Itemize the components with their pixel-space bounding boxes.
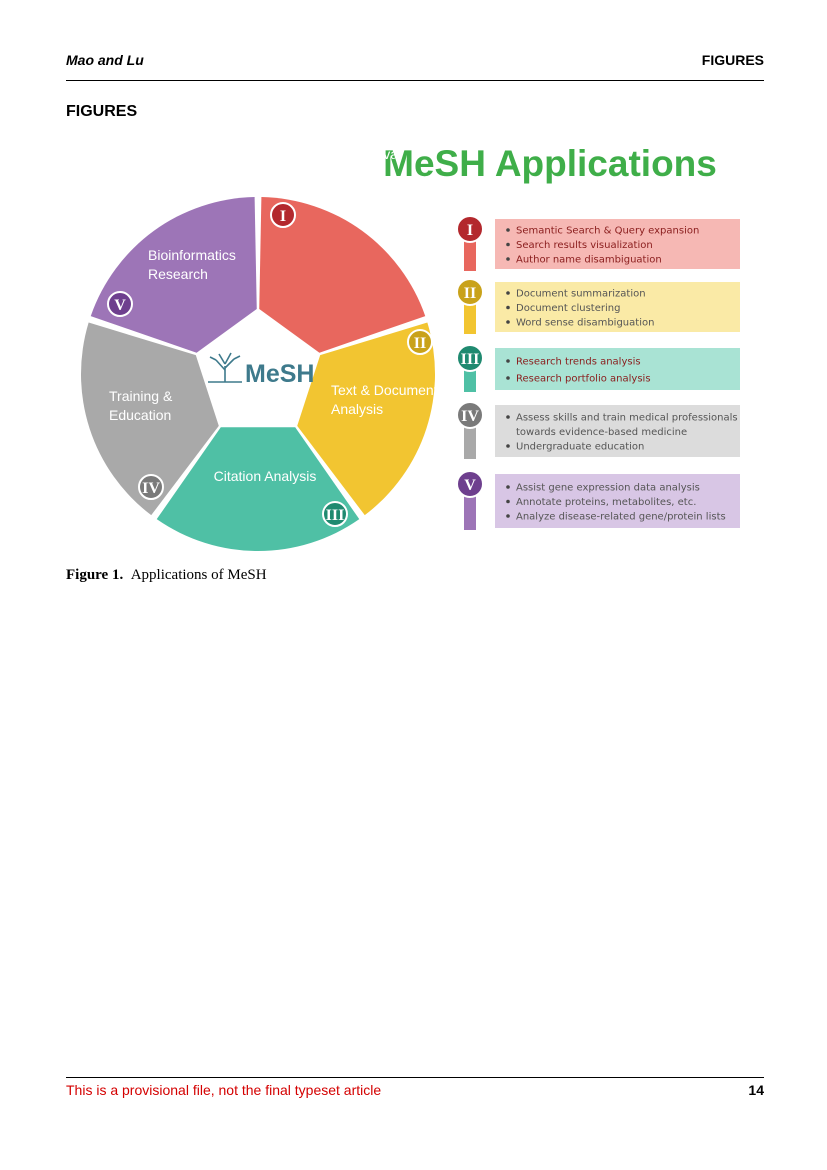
footer-rule [66,1077,764,1078]
bullet [506,291,510,295]
segment-badge-numeral: I [279,208,287,225]
segment-badge-numeral: V [114,297,126,314]
bullet [506,257,510,261]
legend-row-i [457,216,740,271]
mesh-pie [81,127,438,551]
segment-label-text-document: Text & Document [331,382,438,398]
bullet [506,485,510,489]
legend-item: Search results visualization [516,240,653,251]
bullet [506,228,510,232]
segment-label-literature-search-line2: Information Retrieval [272,146,402,162]
legend-row-ii [457,279,740,334]
section-title: FIGURES [66,103,138,120]
figure-caption [66,567,267,584]
legend-item: Word sense disambiguation [516,317,655,329]
bullet [506,500,510,504]
legend-item: Document summarization [516,288,646,300]
legend-item: Annotate proteins, metabolites, etc. [516,497,697,508]
legend-row-iv [457,402,740,459]
segment-label-citation-analysis: Citation Analysis [213,468,317,484]
provisional-notice: This is a provisional file, not the final typeset article [66,1082,382,1098]
bullet [506,444,510,448]
legend-badge-numeral: IV [461,408,479,425]
segment-badge-numeral: II [413,335,427,352]
segment-badge-numeral: IV [142,480,160,497]
legend-item: towards evidence-based medicine [516,427,688,438]
bullet [506,376,510,380]
bullet [506,320,510,324]
caption-text: Applications of MeSH [130,567,267,583]
legend-badge-numeral: II [463,285,477,302]
center-logo [208,353,314,388]
running-header [66,52,764,74]
bullet [506,415,510,419]
header-section: FIGURES [701,52,764,68]
legend [457,216,740,530]
segment-label-text-document-line2: Analysis [331,401,384,417]
legend-item: Research trends analysis [516,356,641,368]
tree-icon [208,353,242,382]
segment-label-literature-search: Literature Search [272,127,380,143]
legend-badge-numeral: I [466,222,474,239]
segment-label-bioinformatics-line2: Research [148,266,208,282]
bullet [506,243,510,247]
segment-label-training-line2: Education [109,407,172,423]
legend-item: Assist gene expression data analysis [516,482,700,494]
bullet [506,514,510,518]
legend-item: Analyze disease-related gene/protein lists [516,511,726,523]
center-logo-text: MeSH [245,360,315,388]
figure-title: MeSH Applications [383,143,717,184]
header-authors: Mao and Lu [66,52,144,68]
page-number: 14 [748,1082,764,1098]
legend-item: Author name disambiguation [516,254,662,266]
legend-item: Assess skills and train medical professionals [516,412,738,424]
legend-row-iii [457,345,740,392]
segment-label-training: Training & [109,388,173,404]
legend-item: Research portfolio analysis [516,373,651,385]
bullet [506,306,510,310]
legend-item: Semantic Search & Query expansion [516,225,700,237]
legend-item: Undergraduate education [516,441,645,453]
figure-mesh-applications [80,127,750,558]
legend-badge-numeral: III [460,351,480,368]
bullet [506,359,510,363]
segment-badge-numeral: III [325,507,345,524]
legend-item: Document clustering [516,303,621,314]
segment-label-bioinformatics: Bioinformatics [148,247,236,263]
caption-label: Figure 1. [66,567,124,583]
header-rule [66,80,764,81]
legend-badge-numeral: V [464,477,476,494]
legend-row-v [457,471,740,530]
